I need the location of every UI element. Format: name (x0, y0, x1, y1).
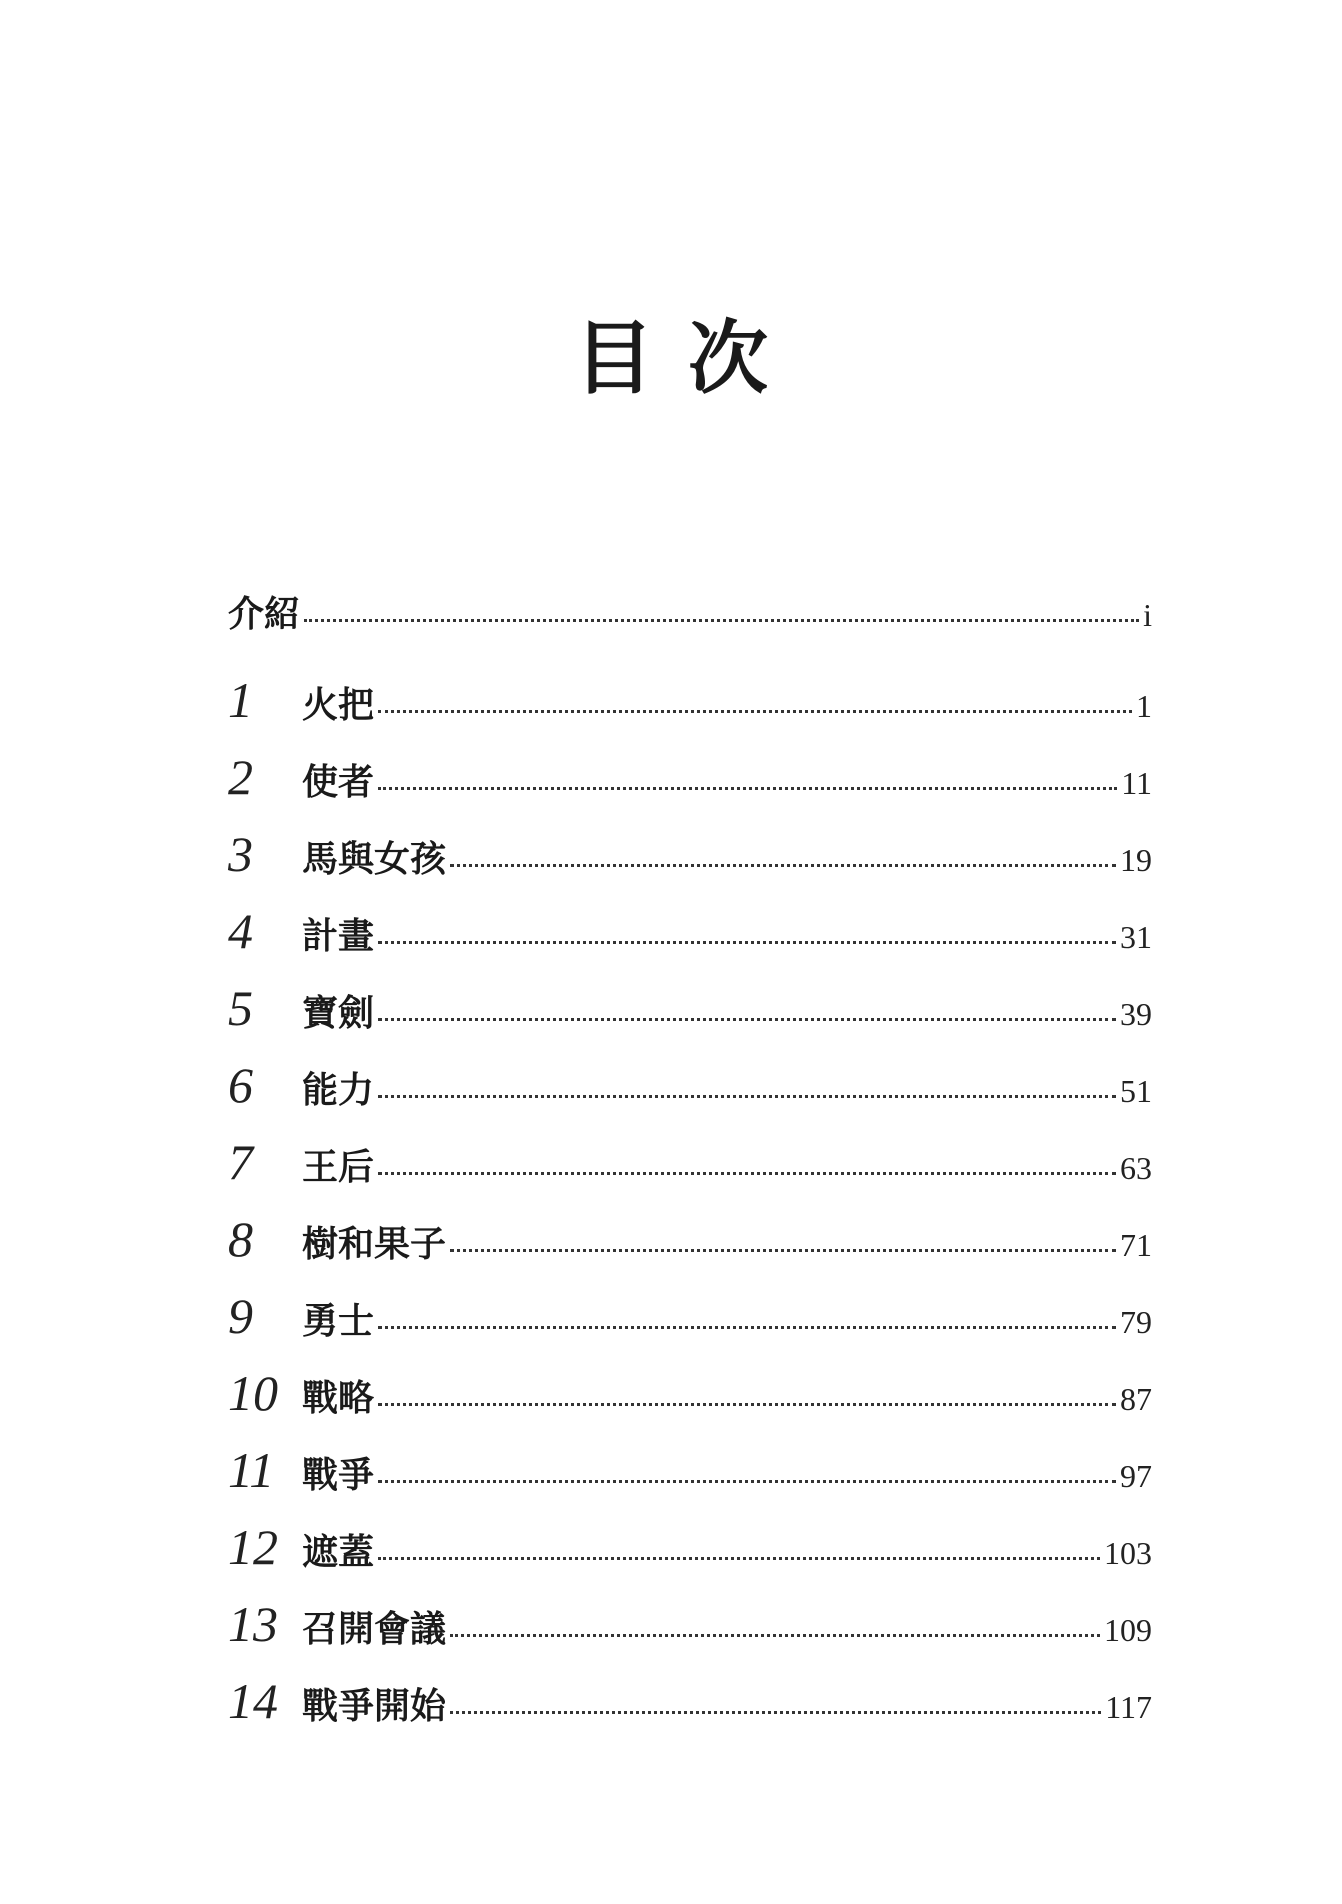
chapter-number: 9 (228, 1288, 253, 1344)
toc-entry-title: 樹和果子 (302, 1223, 447, 1265)
toc-entry-title: 遮蓋 (302, 1531, 375, 1573)
dot-leader (378, 1172, 1116, 1175)
toc-entry-page: 109 (1104, 1612, 1152, 1648)
toc-entry-page: 79 (1120, 1304, 1152, 1340)
dot-leader (450, 1249, 1116, 1252)
chapter-number: 13 (228, 1596, 278, 1652)
chapter-number: 2 (228, 749, 253, 805)
dot-leader (450, 1711, 1101, 1714)
toc-entry-page: 31 (1120, 919, 1152, 955)
toc-entry-page: 103 (1104, 1535, 1152, 1571)
toc-entry-page: 71 (1120, 1227, 1152, 1263)
dot-leader (378, 1018, 1116, 1021)
dot-leader (378, 710, 1132, 713)
toc-entry-title: 召開會議 (302, 1608, 447, 1650)
toc-entry-8[interactable] (228, 1211, 1152, 1291)
dot-leader (378, 1557, 1100, 1560)
toc-entry-intro[interactable] (228, 593, 1152, 675)
toc-entry-title: 介紹 (228, 593, 301, 635)
chapter-number: 11 (228, 1442, 275, 1498)
toc-entry-14[interactable] (228, 1673, 1152, 1753)
toc-entry-3[interactable] (228, 826, 1152, 906)
dot-leader (378, 1326, 1116, 1329)
toc-entry-title: 戰略 (302, 1377, 375, 1419)
chapter-number: 6 (228, 1057, 253, 1113)
toc-entry-page: 117 (1105, 1689, 1152, 1725)
toc-entry-5[interactable] (228, 980, 1152, 1060)
chapter-number: 3 (228, 826, 253, 882)
table-of-contents (228, 593, 1152, 1753)
toc-entry-page: 97 (1120, 1458, 1152, 1494)
toc-entry-title: 計畫 (302, 915, 375, 957)
toc-entry-title: 火把 (302, 684, 375, 726)
chapter-number: 14 (228, 1673, 278, 1729)
chapter-number: 7 (228, 1134, 253, 1190)
toc-entry-title: 戰爭開始 (302, 1685, 447, 1727)
chapter-number: 12 (228, 1519, 278, 1575)
toc-entry-title: 勇士 (302, 1300, 375, 1342)
dot-leader (378, 787, 1117, 790)
toc-entry-page: 51 (1120, 1073, 1152, 1109)
page-title: 目次 (574, 311, 802, 405)
toc-entry-page: 39 (1120, 996, 1152, 1032)
chapter-number: 4 (228, 903, 253, 959)
toc-entry-title: 使者 (302, 761, 375, 803)
toc-entry-title: 馬與女孩 (302, 838, 447, 880)
chapter-number: 8 (228, 1211, 253, 1267)
dot-leader (378, 1095, 1116, 1098)
dot-leader (378, 941, 1116, 944)
toc-entry-11[interactable] (228, 1442, 1152, 1522)
toc-entry-title: 能力 (302, 1069, 375, 1111)
toc-entry-9[interactable] (228, 1288, 1152, 1368)
dot-leader (378, 1403, 1116, 1406)
toc-entry-7[interactable] (228, 1134, 1152, 1214)
toc-entry-4[interactable] (228, 903, 1152, 983)
dot-leader (378, 1480, 1116, 1483)
toc-entry-page: 87 (1120, 1381, 1152, 1417)
toc-entry-2[interactable] (228, 749, 1152, 829)
dot-leader (450, 1634, 1100, 1637)
toc-entry-title: 戰爭 (302, 1454, 375, 1496)
toc-entry-6[interactable] (228, 1057, 1152, 1137)
dot-leader (450, 864, 1116, 867)
toc-entry-1[interactable] (228, 672, 1152, 752)
toc-entry-title: 寶劍 (302, 992, 375, 1034)
chapter-number: 1 (228, 672, 253, 728)
toc-entry-title: 王后 (302, 1146, 375, 1188)
toc-entry-10[interactable] (228, 1365, 1152, 1445)
toc-entry-page: 1 (1136, 688, 1152, 724)
dot-leader (304, 619, 1139, 622)
chapter-number: 5 (228, 980, 253, 1036)
chapter-number: 10 (228, 1365, 278, 1421)
toc-entry-page: 19 (1120, 842, 1152, 878)
toc-entry-page: 11 (1121, 765, 1152, 801)
toc-entry-13[interactable] (228, 1596, 1152, 1676)
toc-entry-page: i (1143, 597, 1152, 633)
toc-entry-12[interactable] (228, 1519, 1152, 1599)
toc-entry-page: 63 (1120, 1150, 1152, 1186)
